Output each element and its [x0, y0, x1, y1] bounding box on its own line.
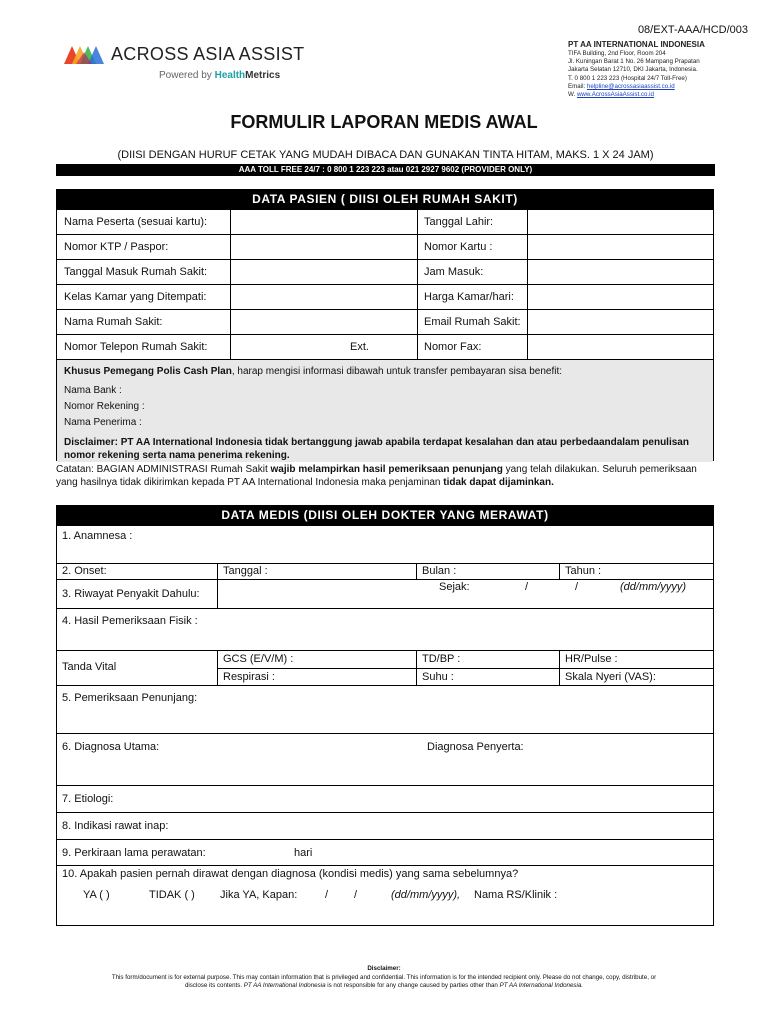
label-respirasi[interactable]: Respirasi : [223, 671, 275, 683]
input-tanggal-masuk[interactable] [231, 260, 416, 284]
label-hari: hari [294, 847, 313, 859]
footer-line-1: This form/document is for external purpose. This may contain information that is privileged and confidential. This information is for the intended recipient only. Please do not change, copy, distribute, or [111, 973, 657, 981]
document-code: 08/EXT-AAA/HCD/003 [637, 24, 748, 36]
label-skala-nyeri[interactable]: Skala Nyeri (VAS): [565, 671, 656, 683]
cash-plan-rest: , harap mengisi informasi dibawah untuk transfer pembayaran sisa benefit: [231, 366, 563, 377]
label-jika-ya: Jika YA, Kapan: [220, 889, 298, 901]
label-gcs[interactable]: GCS (E/V/M) : [223, 653, 294, 665]
input-tanggal-lahir[interactable] [528, 210, 714, 234]
label-td-bp[interactable]: TD/BP : [422, 653, 461, 665]
logo-mark-icon [64, 42, 106, 68]
row-etiologi[interactable] [57, 785, 713, 813]
label-hr-pulse[interactable]: HR/Pulse : [565, 653, 618, 665]
row-indikasi[interactable] [57, 812, 713, 840]
patient-row-4 [57, 284, 713, 310]
patient-section-header: DATA PASIEN ( DIISI OLEH RUMAH SAKIT) [57, 190, 713, 209]
input-nomor-kartu[interactable] [528, 235, 714, 259]
cash-plan-instruction [64, 366, 562, 377]
date-slash-4: / [354, 889, 358, 901]
footer-part-d: PT AA International Indonesia. [499, 982, 584, 990]
option-ya[interactable]: YA ( ) [83, 889, 110, 901]
powered-by-label: Powered by [159, 70, 212, 81]
label-etiologi: 7. Etiologi: [62, 793, 114, 805]
note-part-b: wajib melampirkan hasil pemeriksaan penunjang [270, 464, 503, 475]
input-nama-rumah-sakit[interactable] [231, 310, 416, 334]
footer-part-a: disclose its contents. [184, 982, 244, 990]
bank-disclaimer-1: Disclaimer: PT AA International Indonesia tidak bertanggung jawab apabila terdapat kesalahan dan atau perbedaandalam penulisan [64, 437, 689, 448]
label-riwayat: 3. Riwayat Penyakit Dahulu: [62, 588, 200, 600]
web-link[interactable]: www.AcrossAsiaAssist.co.id [576, 91, 654, 99]
label-email-rumah-sakit: Email Rumah Sakit: [424, 316, 521, 328]
row-tanda-vital [57, 650, 713, 686]
health-label: Health [214, 70, 246, 81]
row-pemeriksaan-fisik[interactable] [57, 608, 713, 651]
email-link[interactable]: helpline@acrossasiaassist.co.id [586, 82, 675, 90]
row-perkiraan[interactable] [57, 839, 713, 866]
row-rawat-sebelumnya [57, 865, 713, 927]
footer-line-2 [0, 982, 768, 991]
patient-row-1 [57, 209, 713, 235]
company-address-1: TIFA Building, 2nd Floor, Room 204 [568, 50, 666, 57]
company-address-2: Jl. Kuningan Barat 1 No. 26 Mampang Prapatan [568, 58, 700, 66]
label-pemeriksaan-penunjang: 5. Pemeriksaan Penunjang: [62, 692, 198, 704]
company-web [568, 91, 758, 99]
label-nama-rs-klinik[interactable]: Nama RS/Klinik : [474, 889, 558, 901]
label-tanggal[interactable]: Tanggal : [223, 565, 268, 577]
input-nomor-ktp[interactable] [231, 235, 416, 259]
label-telepon-rumah-sakit: Nomor Telepon Rumah Sakit: [64, 341, 208, 353]
label-tahun[interactable]: Tahun : [565, 565, 602, 577]
row-anamnesa[interactable] [57, 525, 713, 564]
input-nama-peserta[interactable] [231, 210, 416, 234]
label-tanda-vital: Tanda Vital [62, 661, 117, 673]
input-telepon-rumah-sakit[interactable] [231, 335, 416, 359]
label-jam-masuk: Jam Masuk: [424, 266, 484, 278]
input-nomor-fax[interactable] [528, 335, 714, 359]
patient-row-2 [57, 234, 713, 260]
label-diagnosa-utama: 6. Diagnosa Utama: [62, 741, 160, 753]
label-diagnosa-penyerta: Diagnosa Penyerta: [427, 741, 524, 753]
option-tidak[interactable]: TIDAK ( ) [149, 889, 195, 901]
note-part-c: yang telah dilakukan. Seluruh pemeriksaan yang hasilnya tidak dikirimkan kepada PT AA International Indonesia maka penjaminan [56, 464, 697, 488]
input-kelas-kamar[interactable] [231, 285, 416, 309]
footer-disclaimer [0, 965, 768, 991]
input-jam-masuk[interactable] [528, 260, 714, 284]
label-nama-rumah-sakit: Nama Rumah Sakit: [64, 316, 163, 328]
label-anamnesa: 1. Anamnesa : [62, 530, 133, 542]
label-pemeriksaan-fisik: 4. Hasil Pemeriksaan Fisik : [62, 615, 198, 627]
powered-by [159, 70, 280, 81]
cash-plan-block [57, 359, 713, 462]
cash-plan-bold: Khusus Pemegang Polis Cash Plan [64, 366, 232, 377]
row-diagnosa[interactable] [57, 733, 713, 786]
patient-data-section [56, 189, 714, 461]
patient-row-6 [57, 334, 713, 360]
note-part-d: tidak dapat dijaminkan. [443, 477, 554, 488]
company-address-3: Jakarta Selatan 12710, DKI Jakarta, Indonesia. [568, 66, 698, 74]
bank-disclaimer-2: nomor rekening serta nama penerima rekening. [64, 450, 290, 461]
toll-free-bar: AAA TOLL FREE 24/7 : 0 800 1 223 223 atau 021 2927 9602 (PROVIDER ONLY) [56, 164, 715, 176]
date-slash-1: / [525, 581, 529, 593]
brand-name: ACROSS ASIA ASSIST [111, 44, 305, 64]
input-harga-kamar[interactable] [528, 285, 714, 309]
date-slash-3: / [325, 889, 329, 901]
company-email [568, 83, 758, 91]
label-onset: 2. Onset: [62, 565, 107, 577]
patient-row-5 [57, 309, 713, 335]
footer-part-b: PT AA International Indonesia [243, 982, 326, 990]
label-tanggal-masuk: Tanggal Masuk Rumah Sakit: [64, 266, 208, 278]
date-slash-2: / [575, 581, 579, 593]
web-label: W. [568, 91, 577, 99]
company-phone: T. 0 800 1 223 223 (Hospital 24/7 Toll-Free) [568, 74, 687, 82]
row-pemeriksaan-penunjang[interactable] [57, 685, 713, 734]
logo [64, 42, 304, 92]
note-part-a: Catatan: BAGIAN ADMINISTRASI Rumah Sakit [56, 464, 271, 475]
medical-data-section [56, 505, 714, 926]
catatan-note [56, 463, 716, 489]
footer-part-c: is not responsible for any change caused by parties other than [325, 982, 500, 990]
label-harga-kamar: Harga Kamar/hari: [424, 291, 514, 303]
metrics-label: Metrics [245, 70, 281, 81]
label-tanggal-lahir: Tanggal Lahir: [424, 216, 494, 228]
label-nomor-fax: Nomor Fax: [424, 341, 482, 353]
medical-section-header: DATA MEDIS (DIISI OLEH DOKTER YANG MERAWAT) [57, 506, 713, 525]
input-email-rumah-sakit[interactable] [528, 310, 714, 334]
form-title: FORMULIR LAPORAN MEDIS AWAL [230, 112, 538, 132]
label-nomor-kartu: Nomor Kartu : [424, 241, 493, 253]
footer-title: Disclaimer: [367, 965, 401, 972]
label-bulan[interactable]: Bulan : [422, 565, 457, 577]
date-format-hint-2: (dd/mm/yyyy), [391, 889, 461, 901]
date-format-hint: (dd/mm/yyyy) [620, 581, 686, 593]
label-sejak: Sejak: [439, 581, 470, 593]
label-question-10: 10. Apakah pasien pernah dirawat dengan diagnosa (kondisi medis) yang sama sebelumnya? [62, 868, 519, 880]
label-nama-penerima: Nama Penerima : [64, 417, 142, 428]
label-indikasi: 8. Indikasi rawat inap: [62, 820, 169, 832]
label-suhu[interactable]: Suhu : [422, 671, 454, 683]
label-nomor-ktp: Nomor KTP / Paspor: [64, 241, 169, 253]
label-nomor-rekening: Nomor Rekening : [64, 401, 145, 412]
label-ext: Ext. [350, 341, 369, 353]
row-onset [57, 563, 713, 580]
instruction-text: (DIISI DENGAN HURUF CETAK YANG MUDAH DIBACA DAN GUNAKAN TINTA HITAM, MAKS. 1 X 24 JAM) [117, 149, 654, 161]
patient-row-3 [57, 259, 713, 285]
label-nama-bank: Nama Bank : [64, 385, 122, 396]
email-label: Email: [568, 82, 587, 90]
row-riwayat [57, 579, 713, 609]
label-nama-peserta: Nama Peserta (sesuai kartu): [64, 216, 208, 228]
label-perkiraan: 9. Perkiraan lama perawatan: [62, 847, 206, 859]
company-info [568, 40, 758, 99]
company-name: PT AA INTERNATIONAL INDONESIA [568, 40, 705, 49]
label-kelas-kamar: Kelas Kamar yang Ditempati: [64, 291, 207, 303]
